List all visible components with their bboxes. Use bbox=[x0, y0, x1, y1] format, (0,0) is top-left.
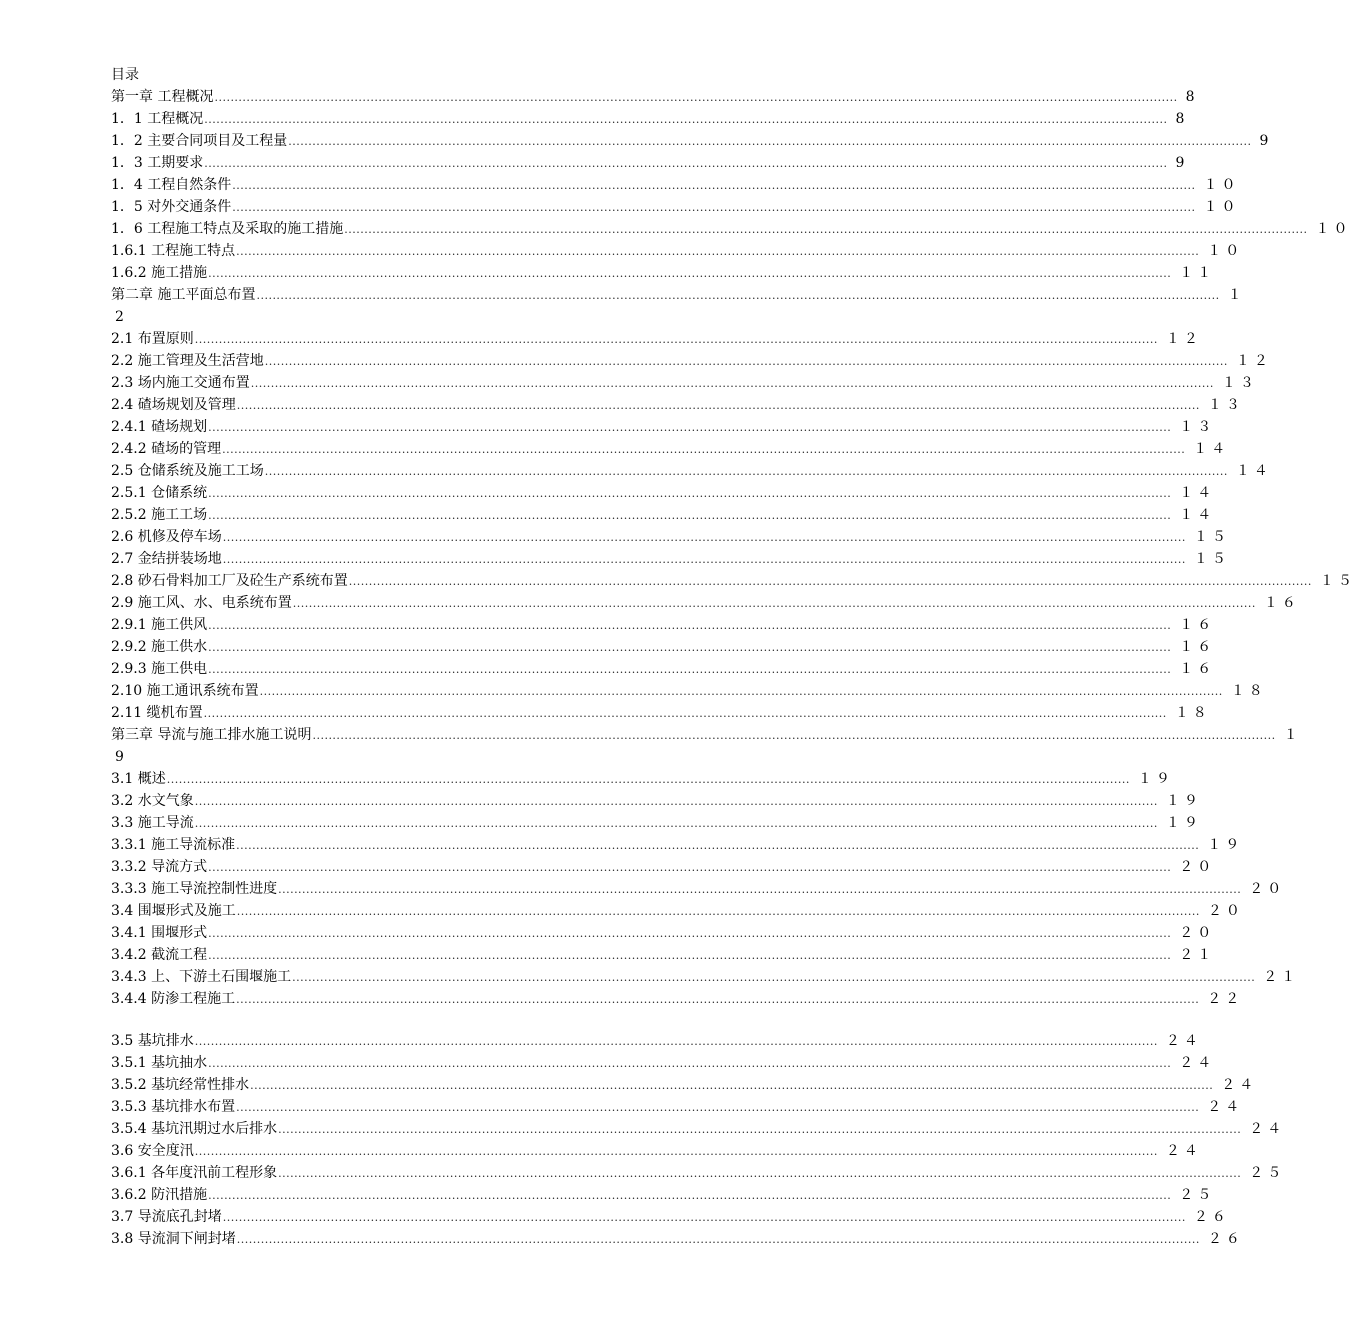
toc-entry[interactable] bbox=[111, 526, 1230, 548]
dot-leader bbox=[251, 373, 1214, 395]
dot-leader bbox=[204, 153, 1167, 175]
toc-entry[interactable] bbox=[111, 86, 1199, 108]
toc-entry-label: 2.9.2 施工供水 bbox=[111, 639, 208, 655]
toc-entry-label: 1.6.2 施工措施 bbox=[111, 265, 208, 281]
toc-entry-label: 3.6.1 各年度汛前工程形象 bbox=[111, 1165, 278, 1181]
toc-entry-label: 第一章 工程概况 bbox=[111, 89, 214, 105]
toc-entry[interactable] bbox=[111, 636, 1216, 658]
toc-entry[interactable] bbox=[111, 614, 1216, 636]
toc-entry[interactable] bbox=[111, 108, 1189, 130]
toc-entry-page-number: 8 bbox=[1185, 89, 1199, 105]
toc-entry-page-number: ２６ bbox=[1207, 1231, 1244, 1247]
toc-entry[interactable] bbox=[111, 548, 1230, 570]
toc-entry-label: 2.9.1 施工供风 bbox=[111, 617, 208, 633]
dot-leader bbox=[195, 1141, 1158, 1163]
toc-entry[interactable] bbox=[111, 504, 1216, 526]
dot-leader bbox=[265, 351, 1228, 373]
toc-entry-label: 3.4 围堰形式及施工 bbox=[111, 903, 236, 919]
toc-entry-page-number: １２ bbox=[1235, 353, 1272, 369]
toc-entry-label: 2.3 场内施工交通布置 bbox=[111, 375, 250, 391]
toc-entry[interactable] bbox=[111, 966, 1300, 988]
toc-entry-page-number: 9 bbox=[1175, 155, 1189, 171]
dot-leader bbox=[208, 857, 1171, 879]
toc-entry[interactable] bbox=[111, 416, 1216, 438]
toc-entry-page-number: １９ bbox=[1137, 771, 1174, 787]
dot-leader bbox=[223, 1207, 1186, 1229]
toc-entry-page-number: ２２ bbox=[1207, 991, 1244, 1007]
toc-entry-page-number: ２０ bbox=[1179, 925, 1216, 941]
toc-entry-label: 3.8 导流洞下闸封堵 bbox=[111, 1231, 236, 1247]
toc-entry-label: 1.6.1 工程施工特点 bbox=[111, 243, 236, 259]
toc-entry-page-number: １ bbox=[1227, 287, 1246, 303]
toc-entry[interactable] bbox=[111, 1184, 1216, 1206]
dot-leader bbox=[167, 769, 1130, 791]
toc-entry-page-number: １０ bbox=[1203, 177, 1240, 193]
toc-entry-label: 第二章 施工平面总布置 bbox=[111, 287, 256, 303]
toc-entry-page-number: １５ bbox=[1193, 551, 1230, 567]
toc-entry-label: 3.3.2 导流方式 bbox=[111, 859, 208, 875]
toc-entry-label: 2.1 布置原则 bbox=[111, 331, 194, 347]
toc-entry[interactable] bbox=[111, 1206, 1230, 1228]
toc-entry[interactable] bbox=[111, 152, 1189, 174]
toc-entry[interactable] bbox=[111, 1052, 1216, 1074]
toc-entry-label: 3.5.4 基坑汛期过水后排水 bbox=[111, 1121, 278, 1137]
toc-entry-label: 3.5 基坑排水 bbox=[111, 1033, 194, 1049]
toc-entry-label: 1．3 工期要求 bbox=[111, 155, 204, 171]
dot-leader bbox=[312, 725, 1275, 747]
dot-leader bbox=[232, 197, 1195, 219]
toc-entry[interactable] bbox=[111, 372, 1258, 394]
toc-entry[interactable] bbox=[111, 284, 1246, 306]
toc-entry[interactable] bbox=[111, 460, 1272, 482]
toc-entry[interactable] bbox=[111, 350, 1272, 372]
toc-entry-page-number: ２１ bbox=[1179, 947, 1216, 963]
dot-leader bbox=[293, 593, 1256, 615]
dot-leader bbox=[278, 879, 1241, 901]
dot-leader bbox=[222, 439, 1185, 461]
dot-leader bbox=[208, 945, 1171, 967]
dot-leader bbox=[208, 1185, 1171, 1207]
toc-entry-label: 2.7 金结拼装场地 bbox=[111, 551, 222, 567]
toc-entry-label: 3.5.2 基坑经常性排水 bbox=[111, 1077, 250, 1093]
dot-leader bbox=[236, 835, 1199, 857]
dot-leader bbox=[208, 263, 1171, 285]
toc-entry-label: 2.10 施工通讯系统布置 bbox=[111, 683, 259, 699]
toc-entry-page-number: １０ bbox=[1203, 199, 1240, 215]
toc-entry-page-number: ２１ bbox=[1263, 969, 1300, 985]
toc-entry-label: 1．5 对外交通条件 bbox=[111, 199, 232, 215]
toc-entry-label: 3.3.3 施工导流控制性进度 bbox=[111, 881, 278, 897]
dot-leader bbox=[195, 813, 1158, 835]
toc-entry-page-number: １４ bbox=[1235, 463, 1272, 479]
dot-leader bbox=[260, 681, 1223, 703]
dot-leader bbox=[256, 285, 1219, 307]
dot-leader bbox=[204, 703, 1167, 725]
toc-entry-label: 2.5 仓储系统及施工工场 bbox=[111, 463, 264, 479]
toc-entry[interactable] bbox=[111, 1030, 1202, 1052]
dot-leader bbox=[208, 615, 1171, 637]
toc-entry[interactable] bbox=[111, 790, 1202, 812]
toc-entry-page-number: １ bbox=[1283, 727, 1302, 743]
toc-entry-page-number: １６ bbox=[1179, 639, 1216, 655]
dot-leader bbox=[278, 1119, 1241, 1141]
dot-leader bbox=[208, 637, 1171, 659]
toc-entry-page-number: １５ bbox=[1193, 529, 1230, 545]
toc-entry-label: 3.5.1 基坑抽水 bbox=[111, 1055, 208, 1071]
dot-leader bbox=[208, 659, 1171, 681]
toc-entry-page-number: ２５ bbox=[1179, 1187, 1216, 1203]
dot-leader bbox=[195, 1031, 1158, 1053]
toc-entry-page-number: １５ bbox=[1319, 573, 1356, 589]
toc-entry[interactable] bbox=[111, 262, 1216, 284]
toc-entry[interactable] bbox=[111, 812, 1202, 834]
toc-entry-label: 2.9 施工风、水、电系统布置 bbox=[111, 595, 292, 611]
toc-entry[interactable] bbox=[111, 196, 1240, 218]
dot-leader bbox=[204, 109, 1167, 131]
toc-entry-label: 2.6 机修及停车场 bbox=[111, 529, 222, 545]
toc-entry-label: 2.5.2 施工工场 bbox=[111, 507, 208, 523]
toc-entry[interactable] bbox=[111, 438, 1230, 460]
toc-entry[interactable] bbox=[111, 944, 1216, 966]
toc-entry[interactable] bbox=[111, 988, 1243, 1010]
dot-leader bbox=[208, 1053, 1171, 1075]
dot-leader bbox=[349, 571, 1312, 593]
toc-entry-label: 1．6 工程施工特点及采取的施工措施 bbox=[111, 221, 344, 237]
toc-entry[interactable] bbox=[111, 1228, 1244, 1250]
toc-entry[interactable] bbox=[111, 680, 1267, 702]
toc-entry-page-number: １６ bbox=[1179, 617, 1216, 633]
toc-entry-page-number: １３ bbox=[1221, 375, 1258, 391]
toc-entry-label: 3.4.2 截流工程 bbox=[111, 947, 208, 963]
toc-entry-page-number: １４ bbox=[1193, 441, 1230, 457]
dot-leader bbox=[195, 791, 1158, 813]
toc-entry-label: 2.9.3 施工供电 bbox=[111, 661, 208, 677]
toc-entry-page-number: ２０ bbox=[1249, 881, 1286, 897]
toc-entry[interactable] bbox=[111, 834, 1244, 856]
dot-leader bbox=[237, 901, 1200, 923]
toc-entry-label: 2.4.1 碴场规划 bbox=[111, 419, 208, 435]
toc-entry-label: 3.2 水文气象 bbox=[111, 793, 194, 809]
toc-entry-page-number: ２４ bbox=[1207, 1099, 1244, 1115]
toc-page-number-wrapped: 2 bbox=[115, 309, 124, 325]
toc-entry-page-number: 8 bbox=[1175, 111, 1189, 127]
toc-entry[interactable] bbox=[111, 592, 1300, 614]
dot-leader bbox=[223, 527, 1186, 549]
toc-entry[interactable] bbox=[111, 1140, 1202, 1162]
toc-entry-label: 2.2 施工管理及生活营地 bbox=[111, 353, 264, 369]
toc-entry-label: 2.4 碴场规划及管理 bbox=[111, 397, 236, 413]
dot-leader bbox=[236, 989, 1199, 1011]
toc-entry-label: 3.5.3 基坑排水布置 bbox=[111, 1099, 236, 1115]
toc-entry-page-number: １１ bbox=[1179, 265, 1216, 281]
dot-leader bbox=[223, 549, 1186, 571]
toc-entry-label: 3.6 安全度汛 bbox=[111, 1143, 194, 1159]
toc-entry-page-number: ２４ bbox=[1165, 1033, 1202, 1049]
toc-entry-page-number: ２５ bbox=[1249, 1165, 1286, 1181]
dot-leader bbox=[214, 87, 1177, 109]
toc-entry[interactable] bbox=[111, 878, 1286, 900]
toc-entry[interactable] bbox=[111, 174, 1240, 196]
toc-entry[interactable] bbox=[111, 658, 1216, 680]
dot-leader bbox=[236, 241, 1199, 263]
toc-entry-page-number: １３ bbox=[1207, 397, 1244, 413]
toc-entry-page-number: ２４ bbox=[1221, 1077, 1258, 1093]
toc-entry[interactable] bbox=[111, 1118, 1286, 1140]
toc-entry-label: 2.4.2 碴场的管理 bbox=[111, 441, 222, 457]
dot-leader bbox=[344, 219, 1307, 241]
toc-page-number-wrapped: 9 bbox=[115, 749, 124, 765]
toc-entry[interactable] bbox=[111, 856, 1216, 878]
toc-entry-label: 3.4.3 上、下游土石围堰施工 bbox=[111, 969, 292, 985]
toc-entry-label: 3.6.2 防汛措施 bbox=[111, 1187, 208, 1203]
toc-entry[interactable] bbox=[111, 702, 1211, 724]
dot-leader bbox=[265, 461, 1228, 483]
dot-leader bbox=[232, 175, 1195, 197]
toc-entry-page-number: １９ bbox=[1165, 815, 1202, 831]
toc-title: 目录 bbox=[111, 67, 139, 83]
dot-leader bbox=[195, 329, 1158, 351]
toc-entry-label: 第三章 导流与施工排水施工说明 bbox=[111, 727, 312, 743]
toc-entry-label: 2.5.1 仓储系统 bbox=[111, 485, 208, 501]
dot-leader bbox=[292, 967, 1255, 989]
toc-entry[interactable] bbox=[111, 218, 1352, 240]
toc-entry-label: 2.11 缆机布置 bbox=[111, 705, 203, 721]
toc-entry-page-number: １０ bbox=[1207, 243, 1244, 259]
toc-entry[interactable] bbox=[111, 130, 1273, 152]
dot-leader bbox=[278, 1163, 1241, 1185]
toc-entry-label: 3.7 导流底孔封堵 bbox=[111, 1209, 222, 1225]
toc-entry-page-number: １９ bbox=[1207, 837, 1244, 853]
toc-entry-label: 3.3 施工导流 bbox=[111, 815, 194, 831]
toc-entry-page-number: ２４ bbox=[1249, 1121, 1286, 1137]
toc-entry-page-number: １８ bbox=[1230, 683, 1267, 699]
toc-entry-label: 1．2 主要合同项目及工程量 bbox=[111, 133, 288, 149]
toc-entry-label: 1．4 工程自然条件 bbox=[111, 177, 232, 193]
toc-entry-page-number: １２ bbox=[1165, 331, 1202, 347]
toc-entry-page-number: １４ bbox=[1179, 507, 1216, 523]
toc-entry[interactable] bbox=[111, 1074, 1258, 1096]
dot-leader bbox=[250, 1075, 1213, 1097]
toc-entry-page-number: １０ bbox=[1315, 221, 1352, 237]
toc-entry-label: 3.1 概述 bbox=[111, 771, 166, 787]
dot-leader bbox=[208, 483, 1171, 505]
dot-leader bbox=[237, 1229, 1200, 1251]
toc-entry[interactable] bbox=[111, 240, 1244, 262]
toc-entry-page-number: １９ bbox=[1165, 793, 1202, 809]
toc-entry-page-number: １６ bbox=[1263, 595, 1300, 611]
dot-leader bbox=[288, 131, 1251, 153]
toc-entry-page-number: ２６ bbox=[1193, 1209, 1230, 1225]
toc-entry[interactable] bbox=[111, 394, 1244, 416]
toc-entry-page-number: 9 bbox=[1259, 133, 1273, 149]
toc-entry-page-number: １３ bbox=[1179, 419, 1216, 435]
toc-entry[interactable] bbox=[111, 1162, 1286, 1184]
toc-entry[interactable] bbox=[111, 724, 1302, 746]
toc-entry-label: 3.4.4 防渗工程施工 bbox=[111, 991, 236, 1007]
dot-leader bbox=[208, 923, 1171, 945]
toc-entry-page-number: １６ bbox=[1179, 661, 1216, 677]
toc-entry[interactable] bbox=[111, 900, 1244, 922]
dot-leader bbox=[208, 417, 1171, 439]
toc-entry-page-number: ２０ bbox=[1179, 859, 1216, 875]
toc-entry[interactable] bbox=[111, 768, 1174, 790]
toc-entry-label: 1．1 工程概况 bbox=[111, 111, 204, 127]
toc-entry[interactable] bbox=[111, 328, 1202, 350]
toc-entry-label: 3.4.1 围堰形式 bbox=[111, 925, 208, 941]
toc-entry-page-number: ２０ bbox=[1207, 903, 1244, 919]
toc-entry-label: 2.8 砂石骨料加工厂及砼生产系统布置 bbox=[111, 573, 348, 589]
toc-entry[interactable] bbox=[111, 922, 1216, 944]
toc-entry-label: 3.3.1 施工导流标准 bbox=[111, 837, 236, 853]
toc-entry-page-number: １４ bbox=[1179, 485, 1216, 501]
toc-entry[interactable] bbox=[111, 570, 1356, 592]
toc-entry[interactable] bbox=[111, 482, 1216, 504]
toc-entry-page-number: １８ bbox=[1174, 705, 1211, 721]
dot-leader bbox=[236, 1097, 1199, 1119]
dot-leader bbox=[208, 505, 1171, 527]
toc-entry[interactable] bbox=[111, 1096, 1244, 1118]
dot-leader bbox=[237, 395, 1200, 417]
toc-entry-page-number: ２４ bbox=[1165, 1143, 1202, 1159]
toc-entry-page-number: ２４ bbox=[1179, 1055, 1216, 1071]
